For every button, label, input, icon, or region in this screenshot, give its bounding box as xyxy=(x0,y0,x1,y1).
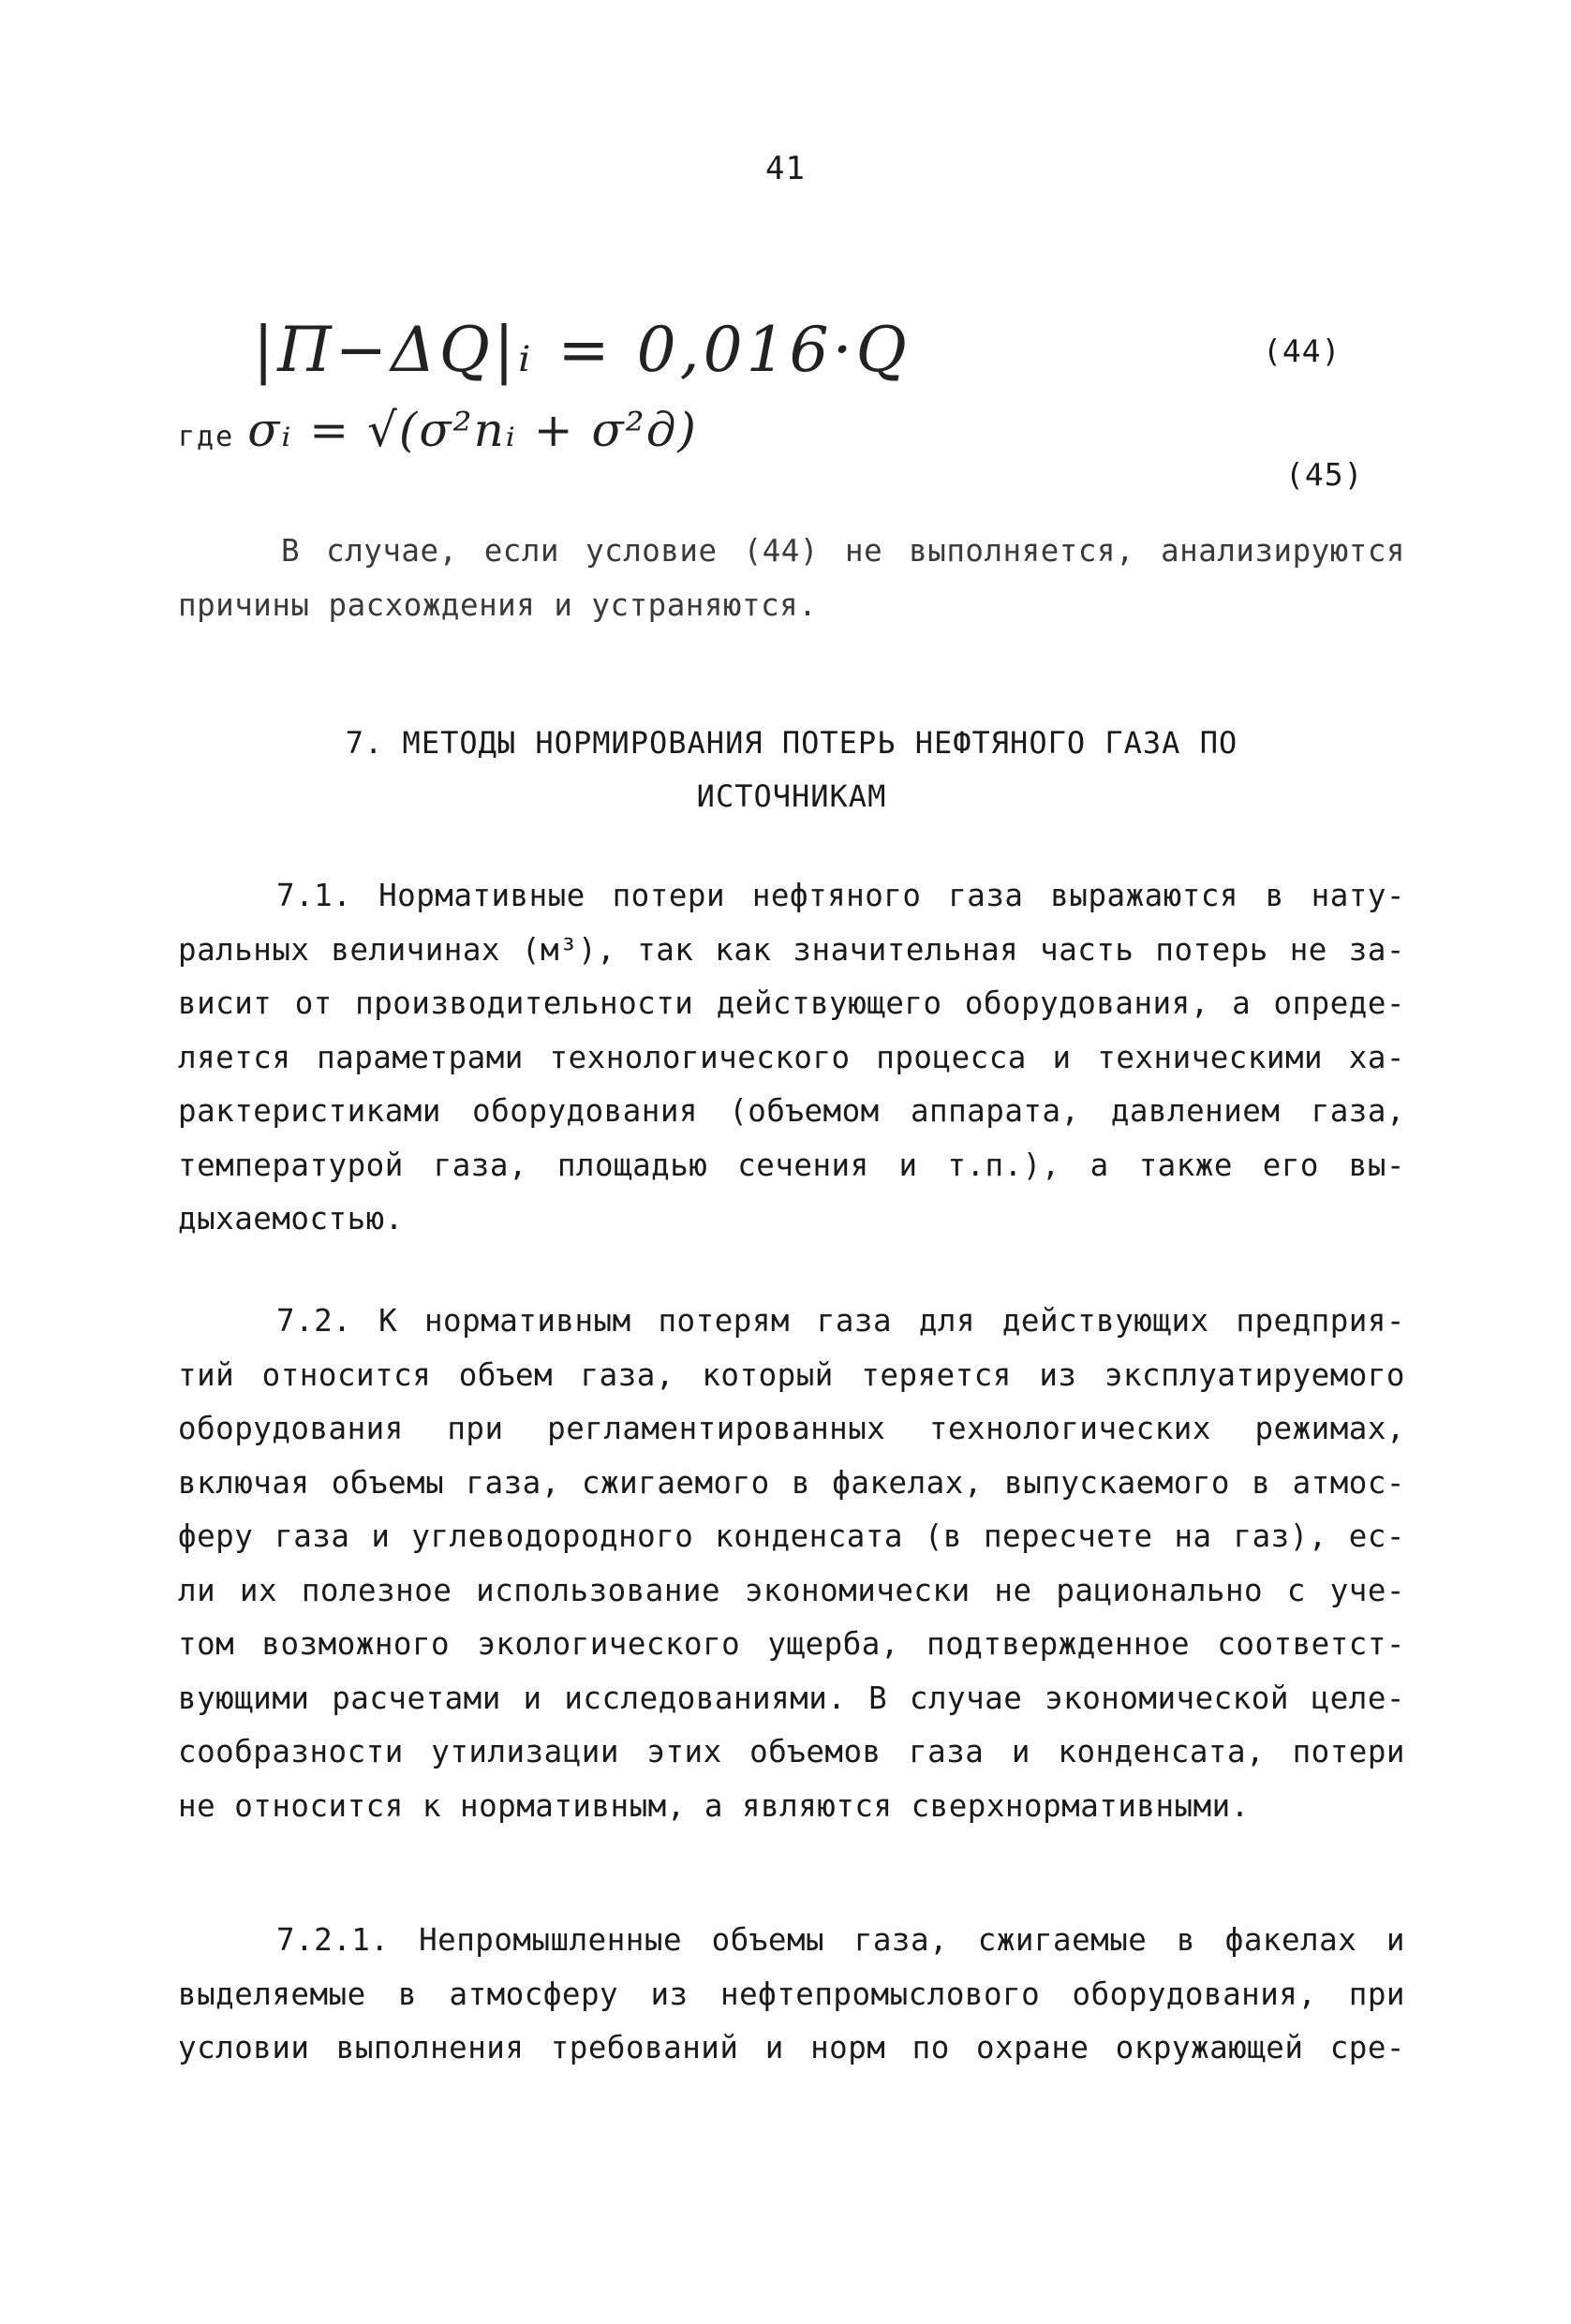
text-line: вующими расчетами и исследованиями. В случае экономической целе- xyxy=(178,1680,1405,1716)
text-line: рактеристиками оборудования (объемом аппарата, давлением газа, xyxy=(178,1093,1405,1129)
text-line: том возможного экологического ущерба, подтвержденное соответст- xyxy=(178,1626,1405,1662)
text-line: В случае, если условие (44) не выполняется, анализируются xyxy=(281,533,1405,569)
formula-45-prefix: где xyxy=(178,421,235,453)
text-line: 7.2. К нормативным потерям газа для действующих предприя- xyxy=(276,1303,1405,1339)
section-heading xyxy=(178,717,1405,823)
paragraph-7-2 xyxy=(178,1295,1405,1833)
text-line: ральных величинах (м³), так как значительная часть потерь не за- xyxy=(178,931,1405,968)
text-line: причины расхождения и устраняются. xyxy=(178,586,818,623)
intro-paragraph xyxy=(178,525,1405,632)
paragraph-7-2-1 xyxy=(178,1914,1405,2076)
formula-45 xyxy=(178,403,698,457)
text-line: висит от производительности действующего оборудования, а опреде- xyxy=(178,985,1405,1021)
page-number: 41 xyxy=(765,150,806,187)
text-line: температурой газа, площадью сечения и т.п.), а также его вы- xyxy=(178,1147,1405,1183)
text-line: феру газа и углеводородного конденсата (в пересчете на газ), ес- xyxy=(178,1518,1405,1554)
text-line: дыхаемостью. xyxy=(178,1201,404,1236)
text-line: оборудования при регламентированных технологических режимах, xyxy=(178,1411,1405,1446)
equation-label-44: (44) xyxy=(1263,333,1341,369)
paragraph-7-1 xyxy=(178,869,1405,1247)
text-line: ли их полезное использование экономически не рационально с уче- xyxy=(178,1572,1405,1608)
text-line: ляется параметрами технологического процесса и техническими ха- xyxy=(178,1039,1405,1075)
formula-44: |П−ΔQ|ᵢ = 0,016·Q xyxy=(253,314,911,386)
text-line: 7.2.1. Непромышленные объемы газа, сжигаемые в факелах и xyxy=(276,1922,1405,1958)
text-line: сообразности утилизации этих объемов газа и конденсата, потери xyxy=(178,1734,1405,1769)
equation-label-45: (45) xyxy=(1285,456,1364,493)
heading-line: 7. МЕТОДЫ НОРМИРОВАНИЯ ПОТЕРЬ НЕФТЯНОГО ГАЗА ПО xyxy=(345,725,1238,761)
formula-45-expression: σᵢ = √(σ²пᵢ + σ²д) xyxy=(247,403,698,457)
text-line: условии выполнения требований и норм по охране окружающей сре- xyxy=(178,2030,1405,2065)
heading-line: ИСТОЧНИКАМ xyxy=(696,778,887,814)
text-line: не относится к нормативным, а являются сверхнормативными. xyxy=(178,1787,1250,1824)
text-line: выделяемые в атмосферу из нефтепромыслового оборудования, при xyxy=(178,1976,1405,2012)
text-line: тий относится объем газа, который теряется из эксплуатируемого xyxy=(178,1356,1405,1393)
text-line: включая объемы газа, сжигаемого в факелах, выпускаемого в атмос- xyxy=(178,1464,1405,1501)
text-line: 7.1. Нормативные потери нефтяного газа выражаются в нату- xyxy=(276,878,1405,913)
